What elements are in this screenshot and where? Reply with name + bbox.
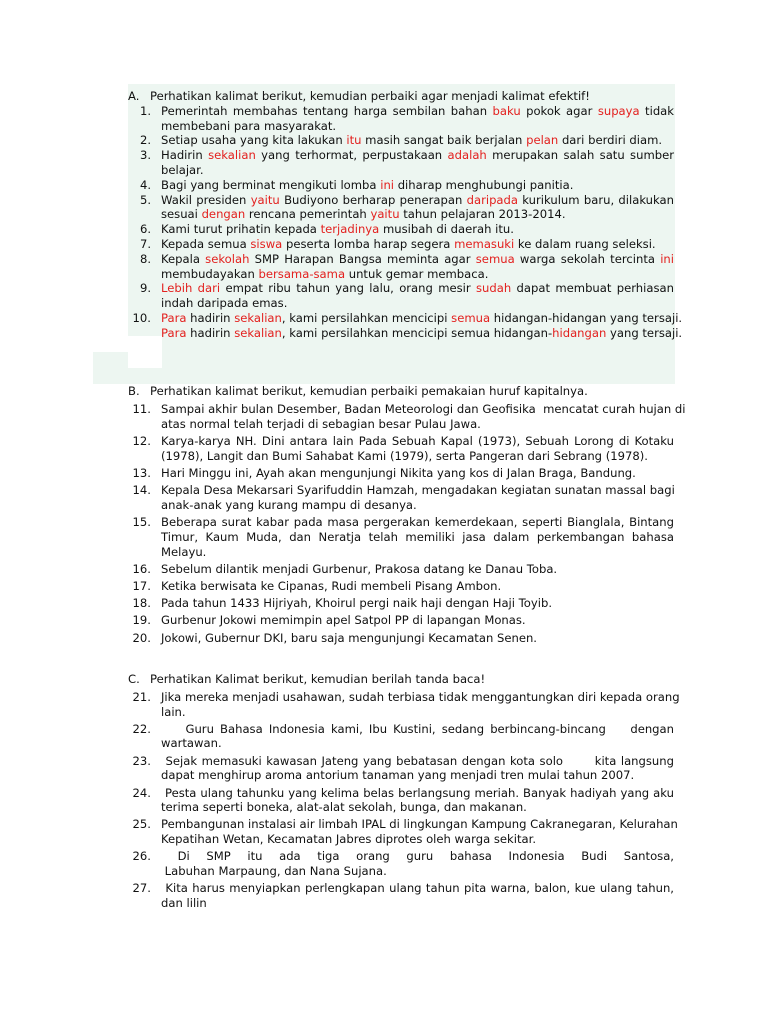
text-segment: dan lilin — [161, 895, 207, 910]
text-segment: rencana pemerintah — [245, 207, 371, 222]
text-line — [161, 163, 674, 178]
text-segment: ke dalam ruang seleksi. — [514, 237, 656, 251]
highlighted-word: yaitu — [370, 207, 400, 222]
text-line — [161, 434, 674, 449]
text-segment: hadirin — [186, 311, 235, 325]
text-segment: Hadirin — [161, 148, 209, 163]
text-segment: Wakil presiden — [161, 192, 251, 207]
text-segment: Hari Minggu ini, Ayah akan mengunjungi Nikita yang kos di Jalan Braga, Bandung. — [161, 465, 636, 480]
highlighted-word: sekalian — [234, 311, 282, 325]
text-segment: dapat menghirup aroma antorium tanaman yang menjadi tren mulai tahun 2007. — [161, 768, 635, 783]
text-line — [161, 148, 674, 163]
text-segment: kurikulum baru, dilakukan — [518, 192, 674, 207]
list-item-number: 27. — [132, 881, 151, 896]
text-line — [161, 849, 674, 864]
text-segment: Budiyono berharap penerapan — [279, 192, 467, 207]
list-item-text — [161, 515, 674, 559]
list-item-number: 16. — [132, 561, 151, 576]
text-segment: peserta lomba harap segera — [282, 237, 455, 251]
text-line — [161, 119, 674, 134]
highlighted-word: baku — [492, 103, 521, 118]
text-line — [161, 722, 674, 737]
list-item-number: 18. — [132, 596, 151, 611]
list-item-number: 5. — [139, 192, 151, 207]
list-item-number: 9. — [139, 281, 151, 296]
text-segment: Melayu. — [161, 544, 207, 559]
list-item-number: 22. — [132, 721, 151, 736]
text-segment: Ketika berwisata ke Cipanas, Rudi membeli Pisang Ambon. — [161, 579, 502, 593]
list-item-number: 10. — [132, 311, 151, 325]
list-item-number: 7. — [139, 237, 151, 251]
list-item-text — [161, 631, 674, 646]
text-segment: membudayakan — [161, 266, 259, 281]
text-segment: Labuhan Marpaung, dan Nana Sujana. — [161, 864, 387, 879]
list-item-number: 23. — [132, 753, 151, 768]
list-item-text — [161, 311, 683, 341]
text-segment: dari berdiri diam. — [558, 133, 663, 148]
text-segment: Karya-karya NH. Dini antara lain Pada Sebuah Kapal (1973), Sebuah Lorong di Kotaku — [161, 433, 674, 448]
text-segment: Kita harus menyiapkan perlengkapan ulang tahun pita warna, balon, kue ulang tahun, — [161, 881, 674, 896]
text-line — [161, 579, 674, 594]
text-segment: Sampai akhir bulan Desember, Badan Meteorologi dan Geofisika mencatat curah hujan di — [161, 401, 686, 416]
text-line — [161, 689, 680, 705]
text-segment: tahun pelajaran 2013-2014. — [399, 207, 566, 222]
list-item-text — [161, 466, 674, 481]
highlighted-word: semua — [475, 251, 515, 266]
list-item-text — [161, 133, 674, 148]
section-heading — [128, 384, 588, 399]
highlighted-word: adalah — [447, 148, 487, 163]
text-line — [161, 817, 678, 832]
text-segment: Timur, Kaum Muda, dan Neratja telah memiliki jasa dalam perkembangan bahasa — [161, 529, 674, 544]
text-segment: yang terhormat, perpustakaan — [255, 148, 448, 163]
text-line — [161, 311, 683, 326]
text-segment: belajar. — [161, 162, 204, 177]
text-line — [161, 401, 686, 417]
text-line — [161, 237, 674, 252]
highlighted-word: sekalian — [234, 325, 282, 340]
text-segment: warga sekolah tercinta — [514, 251, 661, 266]
highlighted-word: sudah — [476, 281, 512, 296]
text-segment: Kepala Desa Mekarsari Syarifuddin Hamzah, mengadakan kegiatan sunatan massal bagi — [161, 483, 675, 497]
list-item-text — [161, 401, 686, 432]
list-item-text — [161, 689, 680, 720]
text-segment: Bagi yang berminat mengikuti lomba — [161, 177, 381, 192]
list-item-text — [161, 754, 674, 784]
list-item-number: 8. — [139, 251, 151, 266]
list-item-number: 21. — [132, 689, 151, 704]
text-line — [161, 768, 674, 783]
text-line — [161, 530, 674, 545]
text-line — [161, 296, 674, 311]
text-line — [161, 466, 674, 481]
text-segment: yang tersaji. — [606, 325, 683, 340]
text-line — [161, 832, 674, 847]
list-item-number: 11. — [132, 401, 151, 416]
list-item-text — [161, 104, 674, 134]
list-item-text — [161, 881, 674, 911]
list-item-number: 15. — [132, 515, 151, 529]
text-segment: Jika mereka menjadi usahawan, sudah terbiasa tidak menggantungkan diri kepada orang — [161, 689, 680, 704]
text-segment: sesuai — [161, 207, 202, 222]
text-segment: Pada tahun 1433 Hijriyah, Khoirul pergi naik haji dengan Haji Toyib. — [161, 596, 553, 611]
text-line — [161, 222, 674, 237]
text-line — [161, 193, 674, 208]
text-segment: Guru Bahasa Indonesia kami, Ibu Kustini, sedang berbincang-bincang dengan — [161, 721, 674, 736]
highlighted-word: daripada — [466, 192, 519, 207]
highlighted-word: terjadinya — [320, 222, 380, 237]
section-a-background-notch — [128, 336, 162, 368]
text-segment: wartawan. — [161, 736, 222, 751]
list-item-number: 4. — [139, 177, 151, 192]
text-line — [161, 754, 674, 769]
text-line — [161, 281, 674, 296]
highlighted-word: hidangan — [552, 325, 607, 340]
text-segment: indah daripada emas. — [161, 296, 288, 311]
section-letter: C. — [128, 672, 140, 686]
list-item-number: 17. — [132, 579, 151, 593]
text-segment: untuk gemar membaca. — [345, 266, 489, 281]
text-segment: empat ribu tahun yang lalu, orang mesir — [220, 281, 476, 296]
text-line — [161, 881, 674, 896]
text-line — [161, 786, 674, 801]
list-item-text — [161, 613, 674, 628]
text-line — [161, 252, 674, 267]
list-item-text — [161, 786, 674, 816]
list-item-number: 25. — [132, 817, 151, 832]
text-line — [161, 631, 674, 646]
text-line — [161, 449, 674, 464]
list-item-number: 1. — [139, 103, 151, 118]
list-item-text — [161, 562, 674, 577]
text-segment: Kami turut prihatin kepada — [161, 222, 321, 237]
section-heading-text: Perhatikan kalimat berikut, kemudian perbaiki pemakaian huruf kapitalnya. — [150, 384, 588, 398]
list-item-text — [161, 483, 674, 513]
list-item-number: 13. — [132, 465, 151, 480]
text-segment: Jokowi, Gubernur DKI, baru saja mengunjungi Kecamatan Senen. — [161, 630, 537, 645]
text-segment: terima seperti boneka, alat-alat sekolah, bunga, dan makanan. — [161, 800, 527, 815]
list-item-number: 26. — [132, 849, 151, 864]
text-line — [161, 417, 674, 432]
text-segment: pokok agar — [520, 103, 598, 118]
text-segment: diharap menghubungi panitia. — [394, 177, 574, 192]
list-item-text — [161, 252, 674, 282]
highlighted-word: sekalian — [208, 148, 256, 163]
text-line — [161, 613, 674, 628]
text-line — [161, 562, 674, 577]
list-item-number: 24. — [132, 785, 151, 800]
text-segment: tidak — [639, 103, 675, 118]
text-segment: , kami persilahkan mencicipi — [281, 311, 452, 325]
text-line — [161, 498, 674, 513]
text-line — [161, 736, 674, 751]
list-item-text — [161, 817, 678, 847]
text-segment: Pembangunan instalasi air limbah IPAL di lingkungan Kampung Cakranegaran, Kelurahan — [161, 817, 678, 832]
text-segment: Kepala — [161, 251, 206, 266]
highlighted-word: Para — [161, 325, 187, 340]
text-line — [161, 864, 674, 879]
text-segment: Beberapa surat kabar pada masa pergerakan kemerdekaan, seperti Bianglala, Bintang — [161, 515, 674, 529]
text-segment: Sebelum dilantik menjadi Gurbenur, Prakosa datang ke Danau Toba. — [161, 561, 558, 576]
text-line — [161, 800, 674, 815]
section-letter: B. — [128, 384, 140, 398]
highlighted-word: bersama-sama — [258, 266, 346, 281]
list-item-text — [161, 596, 674, 611]
text-line — [161, 325, 683, 341]
text-segment: merupakan salah satu sumber — [486, 148, 674, 163]
text-segment: membebani para masyarakat. — [161, 118, 337, 133]
text-segment: Kepada semua — [161, 237, 251, 251]
list-item-text — [161, 849, 674, 879]
text-segment: Pemerintah membahas tentang harga sembilan bahan — [161, 103, 493, 118]
text-segment: Di SMP itu ada tiga orang guru bahasa Indonesia Budi Santosa, — [161, 849, 674, 864]
list-item-number: 12. — [132, 433, 151, 448]
section-letter: A. — [128, 89, 140, 103]
section-heading-text: Perhatikan Kalimat berikut, kemudian berilah tanda baca! — [150, 672, 486, 686]
text-line — [161, 207, 674, 222]
text-segment: hadirin — [186, 325, 235, 340]
text-segment: Kepatihan Wetan, Kecamatan Jabres diprotes oleh warga sekitar. — [161, 832, 537, 847]
text-segment: , kami persilahkan mencicipi semua hidangan- — [281, 325, 553, 340]
highlighted-word: yaitu — [250, 192, 280, 207]
text-segment: SMP Harapan Bangsa meminta agar — [249, 251, 476, 266]
text-line — [161, 896, 674, 911]
text-segment: anak-anak yang kurang mampu di desanya. — [161, 497, 417, 512]
text-segment: atas normal telah terjadi di sebagian besar Pulau Jawa. — [161, 416, 481, 431]
list-item-text — [161, 579, 674, 594]
text-line — [161, 515, 674, 530]
text-line — [161, 104, 674, 119]
text-segment: (1978), Langit dan Bumi Sahabat Kami (1979), serta Pangeran dari Sebrang (1978). — [161, 448, 648, 463]
highlighted-word: sekolah — [205, 251, 250, 266]
section-a-background-tail — [93, 352, 675, 384]
list-item-number: 3. — [139, 148, 151, 163]
list-item-text — [161, 281, 674, 311]
highlighted-word: supaya — [597, 103, 640, 118]
highlighted-word: semua — [451, 311, 491, 325]
text-line — [161, 133, 674, 148]
list-item-text — [161, 193, 674, 223]
text-line — [161, 545, 674, 560]
text-segment: lain. — [161, 704, 186, 719]
text-segment: Sejak memasuki kawasan Jateng yang bebatasan dengan kota solo kita langsung — [161, 753, 674, 768]
highlighted-word: siswa — [250, 237, 283, 251]
list-item-text — [161, 237, 674, 252]
text-line — [161, 705, 674, 720]
list-item-text — [161, 178, 674, 193]
highlighted-word: ini — [380, 177, 395, 192]
list-item-number: 6. — [139, 222, 151, 237]
text-line — [161, 178, 674, 193]
list-item-text — [161, 222, 674, 237]
highlighted-word: itu — [346, 133, 362, 148]
list-item-number: 14. — [132, 483, 151, 497]
text-segment: Gurbenur Jokowi memimpin apel Satpol PP di lapangan Monas. — [161, 613, 526, 628]
highlighted-word: Para — [161, 311, 187, 325]
text-line — [161, 483, 674, 498]
text-segment: musibah di daerah itu. — [379, 222, 514, 237]
section-heading — [128, 89, 590, 104]
highlighted-word: Lebih dari — [161, 281, 221, 296]
highlighted-word: ini — [660, 251, 674, 266]
list-item-text — [161, 434, 674, 464]
section-heading — [128, 672, 485, 687]
list-item-text — [161, 722, 674, 752]
list-item-number: 19. — [132, 613, 151, 628]
highlighted-word: dengan — [201, 207, 246, 222]
text-segment: Setiap usaha yang kita lakukan — [161, 133, 347, 148]
highlighted-word: memasuki — [454, 237, 515, 251]
list-item-number: 2. — [139, 133, 151, 148]
text-line — [161, 596, 674, 611]
section-heading-text: Perhatikan kalimat berikut, kemudian perbaiki agar menjadi kalimat efektif! — [150, 89, 590, 103]
highlighted-word: pelan — [526, 133, 559, 148]
list-item-number: 20. — [132, 630, 151, 645]
text-line — [161, 267, 674, 282]
text-segment: Pesta ulang tahunku yang kelima belas berlangsung meriah. Banyak hadiyah yang aku — [161, 785, 674, 800]
text-segment: hidangan-hidangan yang tersaji. — [490, 311, 683, 325]
text-segment: dapat membuat perhiasan — [511, 281, 674, 296]
list-item-text — [161, 148, 674, 178]
text-segment: masih sangat baik berjalan — [361, 133, 527, 148]
